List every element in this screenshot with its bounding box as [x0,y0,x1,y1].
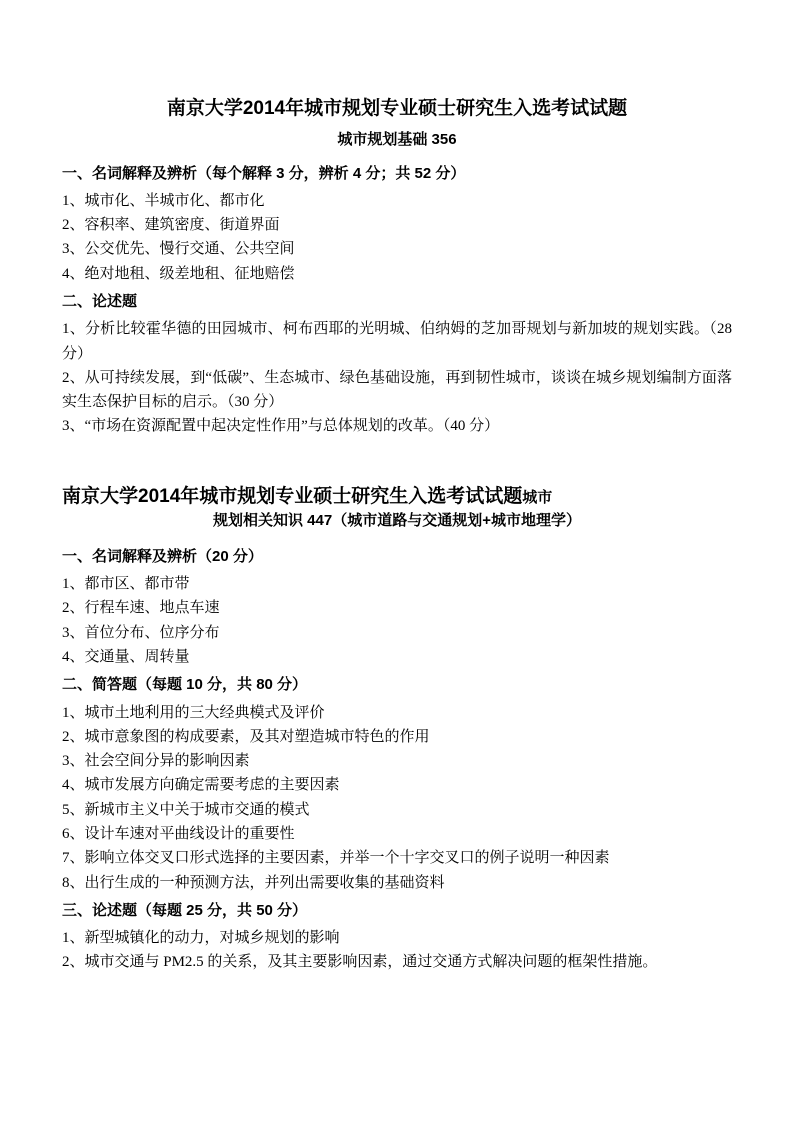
list-item: 5、新城市主义中关于城市交通的模式 [62,801,310,818]
list-item: 2、城市交通与 PM2.5 的关系，及其主要影响因素，通过交通方式解决问题的框架性措施。 [62,954,658,971]
list-item: 7、影响立体交叉口形式选择的主要因素，并举一个十字交叉口的例子说明一种因素 [62,850,610,867]
exam2-section-2 [62,673,732,895]
list-item: 3、社会空间分异的影响因素 [62,753,250,770]
list-item: 2、容积率、建筑密度、街道界面 [62,217,280,234]
list-item: 4、交通量、周转量 [62,648,190,665]
exam2-title [62,483,732,511]
section-heading: 一、名词解释及辨析（20 分） [62,547,263,565]
list-item: 4、城市发展方向确定需要考虑的主要因素 [62,777,340,794]
list-item: 2、行程车速、地点车速 [62,600,220,617]
list-item: 2、城市意象图的构成要素，及其对塑造城市特色的作用 [62,728,430,745]
exam2-title-main: 南京大学2014年城市规划专业硕士研究生入选考试试题 [62,485,523,507]
exam2-title-tail: 城市 [522,488,553,506]
section-divider-space [62,439,732,483]
exam2-section-3 [62,899,732,975]
list-item: 1、都市区、都市带 [62,576,190,593]
exam1-title: 南京大学2014年城市规划专业硕士研究生入选考试试题 [166,98,628,119]
list-item: 6、设计车速对平曲线设计的重要性 [62,825,295,842]
list-item: 3、首位分布、位序分布 [62,624,220,641]
exam1-section-2 [62,290,732,439]
list-item: 3、公交优先、慢行交通、公共空间 [62,241,295,258]
list-item: 1、城市化、半城市化、都市化 [62,192,265,209]
exam2-subtitle: 规划相关知识 447（城市道路与交通规划+城市地理学） [213,512,581,530]
section-heading: 二、简答题（每题 10 分，共 80 分） [62,676,308,694]
list-item: 3、“市场在资源配置中起决定性作用”与总体规划的改革。（40 分） [62,418,500,435]
exam1-section-1 [62,162,732,286]
section-heading: 一、名词解释及辨析（每个解释 3 分，辨析 4 分；共 52 分） [62,164,466,182]
list-item: 1、城市土地利用的三大经典模式及评价 [62,704,325,721]
section-heading: 二、论述题 [62,293,138,311]
list-item: 4、绝对地租、级差地租、征地赔偿 [62,265,295,282]
list-item: 2、从可持续发展，到“低碳”、生态城市、绿色基础设施，再到韧性城市，谈谈在城乡规划编制方面落实生态保护目标的启示。（30 分） [62,369,732,411]
exam1-subtitle: 城市规划基础 356 [337,130,457,148]
list-item: 8、出行生成的一种预测方法，并列出需要收集的基础资料 [62,874,445,891]
list-item: 1、新型城镇化的动力，对城乡规划的影响 [62,930,340,947]
list-item: 1、分析比较霍华德的田园城市、柯布西耶的光明城、伯纳姆的芝加哥规划与新加坡的规划实践。（28 分） [62,321,732,362]
section-heading: 三、论述题（每题 25 分，共 50 分） [62,901,308,919]
exam2-section-1 [62,545,732,669]
